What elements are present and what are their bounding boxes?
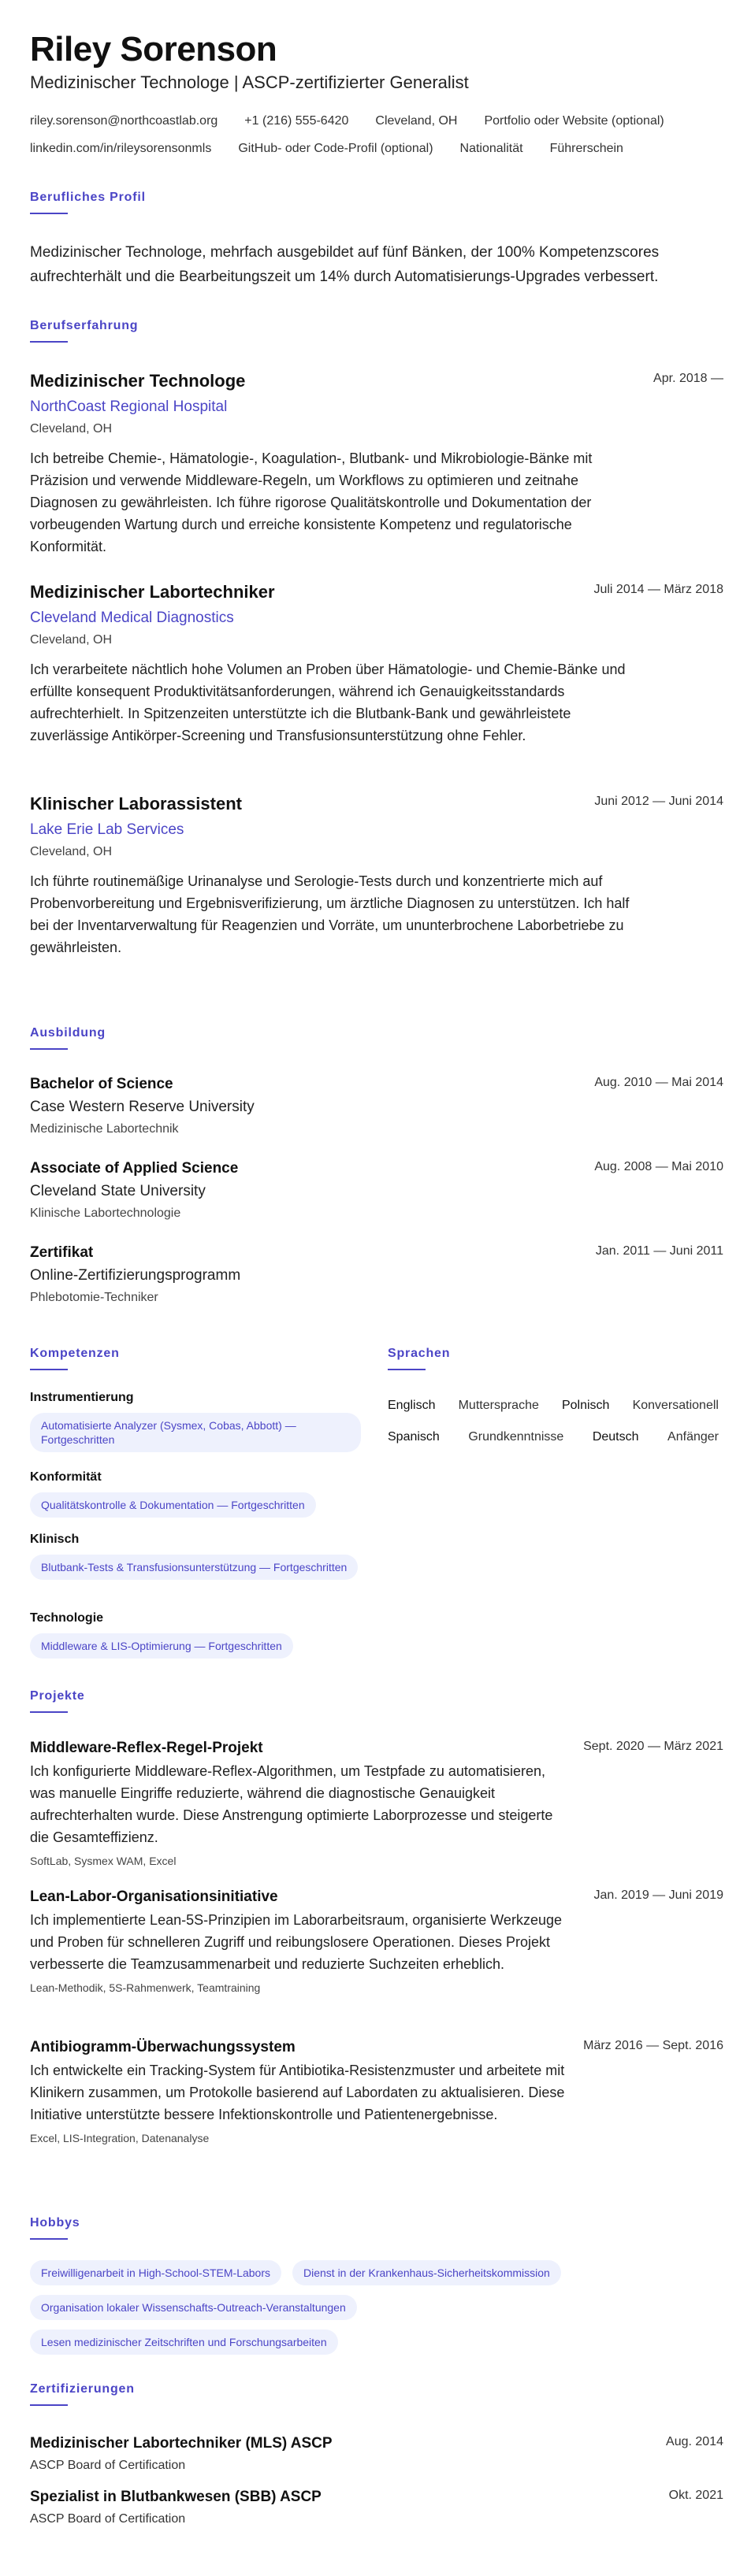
project-dates: Jan. 2019 — Juni 2019 [593, 1888, 723, 1902]
education-degree: Associate of Applied Science [30, 1160, 239, 1177]
education-school: Cleveland State University [30, 1183, 206, 1199]
job-company[interactable]: Lake Erie Lab Services [30, 821, 184, 838]
job-title: Klinischer Laborassistent [30, 794, 242, 814]
project-item [30, 1738, 723, 1869]
certification-item [30, 2487, 723, 2528]
candidate-name: Riley Sorenson [30, 30, 277, 69]
section-divider [30, 1369, 68, 1370]
job-description: Ich betreibe Chemie-, Hämatologie-, Koagulation-, Blutbank- und Mikrobiologie-Bänke mit Präzision und verwende Middleware-Regeln, um Workflows zu optimieren und zeitnahe Diagnosen zu gewährleisten. Ich führe rigorose Qualitätskontrolle und Dokumentation der vorbeugenden Wartung durch und erreiche konsistente Kompetenz und regulatorische Konformität. [30, 450, 593, 554]
job-dates: Juni 2012 — Juni 2014 [594, 795, 723, 808]
education-field: Phlebotomie-Techniker [30, 1291, 158, 1304]
project-title: Antibiogramm-Überwachungssystem [30, 2039, 296, 2055]
skill-chip: Blutbank-Tests & Transfusionsunterstützung — Fortgeschritten [30, 1555, 358, 1580]
job-title: Medizinischer Labortechniker [30, 582, 275, 602]
hobby-chip: Organisation lokaler Wissenschafts-Outreach-Veranstaltungen [30, 2295, 357, 2320]
experience-item [30, 370, 723, 558]
project-title: Lean-Labor-Organisationsinitiative [30, 1888, 278, 1905]
skill-category-title: Klinisch [30, 1533, 80, 1546]
job-description: Ich verarbeitete nächtlich hohe Volumen an Proben über Hämatologie- und Chemie-Bänke und erfüllte konsequent Produktivitätsanforderungen, während ich Genauigkeitsstandards aufrechterhielt. In Spitzenzeiten unterstützte ich die Blutbank-Bank und gewährleistete zuverlässige Antikörper-Screening und Transfusionsunterstützung ohne Fehler. [30, 662, 626, 743]
certification-date: Aug. 2014 [666, 2435, 723, 2448]
education-item [30, 1074, 723, 1138]
section-divider [30, 1711, 68, 1713]
job-location: Cleveland, OH [30, 422, 113, 436]
education-dates: Aug. 2008 — Mai 2010 [594, 1160, 723, 1173]
skill-chip: Automatisierte Analyzer (Sysmex, Cobas, Abbott) — Fortgeschritten [30, 1413, 361, 1452]
certification-item [30, 2433, 723, 2474]
education-dates: Aug. 2010 — Mai 2014 [594, 1076, 723, 1089]
certification-title: Spezialist in Blutbankwesen (SBB) ASCP [30, 2489, 322, 2505]
contact-portfolio[interactable]: Portfolio oder Website (optional) [484, 114, 664, 128]
job-company[interactable]: NorthCoast Regional Hospital [30, 398, 228, 415]
experience-item [30, 793, 723, 958]
hobbies-list [30, 2260, 629, 2364]
education-item [30, 1243, 723, 1307]
project-dates: März 2016 — Sept. 2016 [583, 2039, 723, 2052]
contact-location: Cleveland, OH [375, 114, 458, 128]
section-divider [388, 1369, 426, 1370]
hobby-chip: Dienst in der Krankenhaus-Sicherheitskommission [292, 2260, 561, 2285]
contact-email[interactable]: riley.sorenson@northcoastlab.org [30, 114, 218, 128]
job-description: Ich führte routinemäßige Urinanalyse und Serologie-Tests durch und konzentrierte mich auf Probenvorbereitung und Ergebnisverifizierung, um ärztliche Diagnosen zu unterstützen. Ich half bei der Inventarverwaltung für Reagenzien und Vorräte, um ununterbrochene Laborbetriebe zu gewährleisten. [30, 873, 630, 955]
education-field: Klinische Labortechnologie [30, 1206, 181, 1220]
education-school: Case Western Reserve University [30, 1099, 255, 1115]
experience-item [30, 581, 723, 747]
language-name: Deutsch [592, 1430, 639, 1444]
section-title-languages: Sprachen [388, 1347, 451, 1360]
skill-category-title: Instrumentierung [30, 1391, 134, 1404]
language-name: Polnisch [561, 1399, 610, 1412]
job-company[interactable]: Cleveland Medical Diagnostics [30, 610, 234, 626]
certification-issuer: ASCP Board of Certification [30, 2512, 186, 2526]
section-divider [30, 2238, 68, 2240]
section-title-education: Ausbildung [30, 1026, 106, 1040]
project-tech: SoftLab, Sysmex WAM, Excel [30, 1855, 177, 1867]
skill-category-title: Technologie [30, 1611, 104, 1625]
section-divider [30, 2404, 68, 2406]
section-divider [30, 1048, 68, 1050]
job-location: Cleveland, OH [30, 845, 113, 858]
education-item [30, 1158, 723, 1222]
contact-nationality: Nationalität [459, 142, 523, 155]
contact-license: Führerschein [549, 142, 623, 155]
language-level: Anfänger [667, 1430, 719, 1444]
project-description: Ich entwickelte ein Tracking-System für Antibiotika-Resistenzmuster und arbeitete mit Klinikern zusammen, um Protokolle basierend auf Labordaten zu aktualisieren. Diese Initiative unterstützte bessere Infektionskontrolle und Patientenergebnisse. [30, 2063, 565, 2122]
project-title: Middleware-Reflex-Regel-Projekt [30, 1740, 263, 1756]
language-level: Muttersprache [458, 1399, 539, 1412]
hobby-chip: Lesen medizinischer Zeitschriften und Forschungsarbeiten [30, 2330, 338, 2355]
certification-issuer: ASCP Board of Certification [30, 2459, 186, 2472]
contact-github[interactable]: GitHub- oder Code-Profil (optional) [238, 142, 433, 155]
project-tech: Lean-Methodik, 5S-Rahmenwerk, Teamtraining [30, 1981, 261, 1994]
certification-title: Medizinischer Labortechniker (MLS) ASCP [30, 2435, 333, 2452]
section-title-certifications: Zertifizierungen [30, 2382, 135, 2396]
section-title-skills: Kompetenzen [30, 1347, 120, 1360]
skill-category [30, 1389, 361, 1452]
skill-category-title: Konformität [30, 1470, 102, 1484]
skill-category [30, 1610, 361, 1659]
project-item [30, 1887, 723, 1996]
section-divider [30, 341, 68, 343]
education-field: Medizinische Labortechnik [30, 1122, 179, 1136]
profile-summary: Medizinischer Technologe, mehrfach ausgebildet auf fünf Bänken, der 100% Kompetenzscores aufrechterhält und die Bearbeitungszeit um 14% durch Automatisierungs-Upgrades verbessert. [30, 244, 660, 285]
job-dates: Juli 2014 — März 2018 [593, 583, 723, 596]
contact-phone[interactable]: +1 (216) 555-6420 [244, 114, 349, 128]
project-description: Ich implementierte Lean-5S-Prinzipien im Laborarbeitsraum, organisierte Werkzeuge und Proben für schnelleren Zugriff und reibungslosere Operationen. Dieses Projekt verbesserte die Teamzusammenarbeit und reduzierte Suchzeiten erheblich. [30, 1912, 562, 1972]
skill-chip: Middleware & LIS-Optimierung — Fortgeschritten [30, 1633, 293, 1659]
language-name: Spanisch [388, 1430, 440, 1444]
language-level: Grundkenntnisse [468, 1430, 564, 1444]
project-description: Ich konfigurierte Middleware-Reflex-Algorithmen, um Testpfade zu automatisieren, was manuelle Eingriffe reduzierte, während die diagnostische Genauigkeit aufrechterhalten wurde. Diese Anstrengung optimierte Laborprozesse und steigerte die Gesamteffizienz. [30, 1763, 553, 1845]
section-title-projects: Projekte [30, 1689, 85, 1703]
section-title-profile: Berufliches Profil [30, 191, 146, 204]
language-level: Konversationell [632, 1399, 719, 1412]
language-name: Englisch [388, 1399, 436, 1412]
contact-linkedin[interactable]: linkedin.com/in/rileysorensonmls [30, 142, 212, 155]
skill-category [30, 1531, 361, 1580]
section-divider [30, 213, 68, 214]
education-degree: Bachelor of Science [30, 1076, 173, 1092]
language-row [388, 1430, 719, 1444]
hobby-chip: Freiwilligenarbeit in High-School-STEM-Labors [30, 2260, 281, 2285]
certification-date: Okt. 2021 [668, 2489, 723, 2502]
contact-row-2 [30, 142, 716, 156]
job-title: Medizinischer Technologe [30, 371, 246, 391]
education-dates: Jan. 2011 — Juni 2011 [595, 1244, 723, 1258]
skill-chip: Qualitätskontrolle & Dokumentation — Fortgeschritten [30, 1492, 316, 1518]
section-title-experience: Berufserfahrung [30, 319, 139, 332]
education-degree: Zertifikat [30, 1244, 94, 1261]
job-dates: Apr. 2018 — [653, 372, 723, 385]
language-row [388, 1399, 719, 1413]
skill-category [30, 1469, 361, 1518]
candidate-headline: Medizinischer Technologe | ASCP-zertifizierter Generalist [30, 72, 469, 92]
contact-row-1 [30, 114, 716, 128]
project-tech: Excel, LIS-Integration, Datenanalyse [30, 2132, 210, 2144]
project-item [30, 2037, 723, 2146]
education-school: Online-Zertifizierungsprogramm [30, 1267, 241, 1284]
job-location: Cleveland, OH [30, 633, 113, 647]
project-dates: Sept. 2020 — März 2021 [583, 1740, 723, 1753]
section-title-hobbies: Hobbys [30, 2216, 80, 2229]
